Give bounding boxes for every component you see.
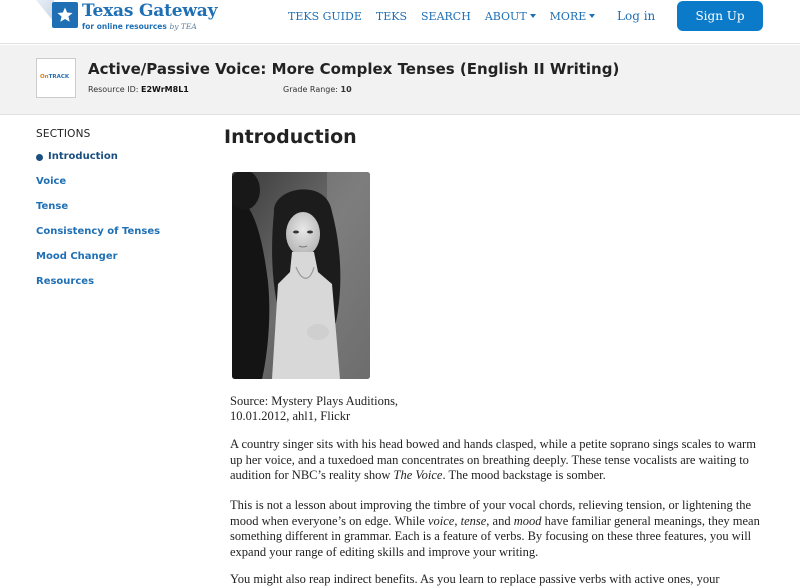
logo-title: Texas Gateway [82, 1, 218, 21]
section-link-voice[interactable]: Voice [36, 176, 67, 187]
resource-title: Active/Passive Voice: More Complex Tenses (English II Writing) [88, 60, 620, 78]
photo-caption [230, 394, 398, 424]
star-icon [52, 2, 78, 28]
section-title: Introduction [224, 126, 357, 148]
grade-range: Grade Range: 10 [283, 85, 352, 94]
ontrack-logo: OnTRACK [40, 74, 70, 80]
nav-teks[interactable]: TEKS [375, 9, 407, 23]
texas-gateway-logo[interactable] [36, 0, 226, 34]
nav-search[interactable]: SEARCH [421, 9, 471, 23]
section-link-mood-changer[interactable]: Mood Changer [36, 251, 118, 262]
caption-line-2: 10.01.2012, ahl1, Flickr [230, 409, 351, 423]
caption-line-1: Source: Mystery Plays Auditions, [230, 394, 399, 408]
chevron-down-icon [589, 14, 595, 18]
sections-heading: SECTIONS [36, 128, 91, 140]
resource-id: Resource ID: E2WrM8L1 [88, 85, 189, 94]
section-link-resources[interactable]: Resources [36, 276, 95, 287]
sections-sidebar [36, 128, 206, 301]
logo-subtitle-by: by TEA [169, 22, 197, 31]
section-link-consistency-of-tenses[interactable]: Consistency of Tenses [36, 226, 161, 237]
nav-about-dropdown[interactable]: ABOUT [485, 9, 536, 23]
audition-photo [232, 172, 370, 379]
intro-paragraph-1: A country singer sits with his head bowed and hands clasped, while a petite soprano sings scales to warm up her voice, and a tuxedoed man concentrates on breathing deeply. These tense vocalists are waiting to audition for NBC’s reality show The Voice. The mood backstage is somber. [230, 437, 756, 482]
nav-teks-guide[interactable]: TEKS GUIDE [288, 9, 362, 23]
intro-paragraph-2: This is not a lesson about improving the timbre of your vocal chords, relieving tension, or lightening the mood when everyone’s on edge. While voice, tense, and mood have familiar general meanings, they mean something different in grammar. Each is a feature of verbs. By focusing on these three features, you will expand your range of editing skills and improve your writing. [230, 498, 760, 559]
active-bullet-icon [36, 154, 43, 161]
main-nav [288, 9, 609, 23]
section-link-introduction[interactable]: Introduction [36, 151, 206, 176]
resource-header [0, 45, 800, 115]
section-link-tense[interactable]: Tense [36, 201, 69, 212]
logo-subtitle [82, 22, 197, 31]
top-navbar [0, 0, 800, 44]
signup-button[interactable]: Sign Up [677, 1, 763, 31]
logo-subtitle-main: for online resources [82, 22, 167, 31]
nav-more-dropdown[interactable]: MORE [550, 9, 596, 23]
intro-paragraph-3: You might also reap indirect benefits. As you learn to replace passive verbs with active ones, your [230, 572, 720, 586]
login-link[interactable]: Log in [617, 9, 656, 23]
resource-thumbnail [36, 58, 76, 98]
chevron-down-icon [530, 14, 536, 18]
